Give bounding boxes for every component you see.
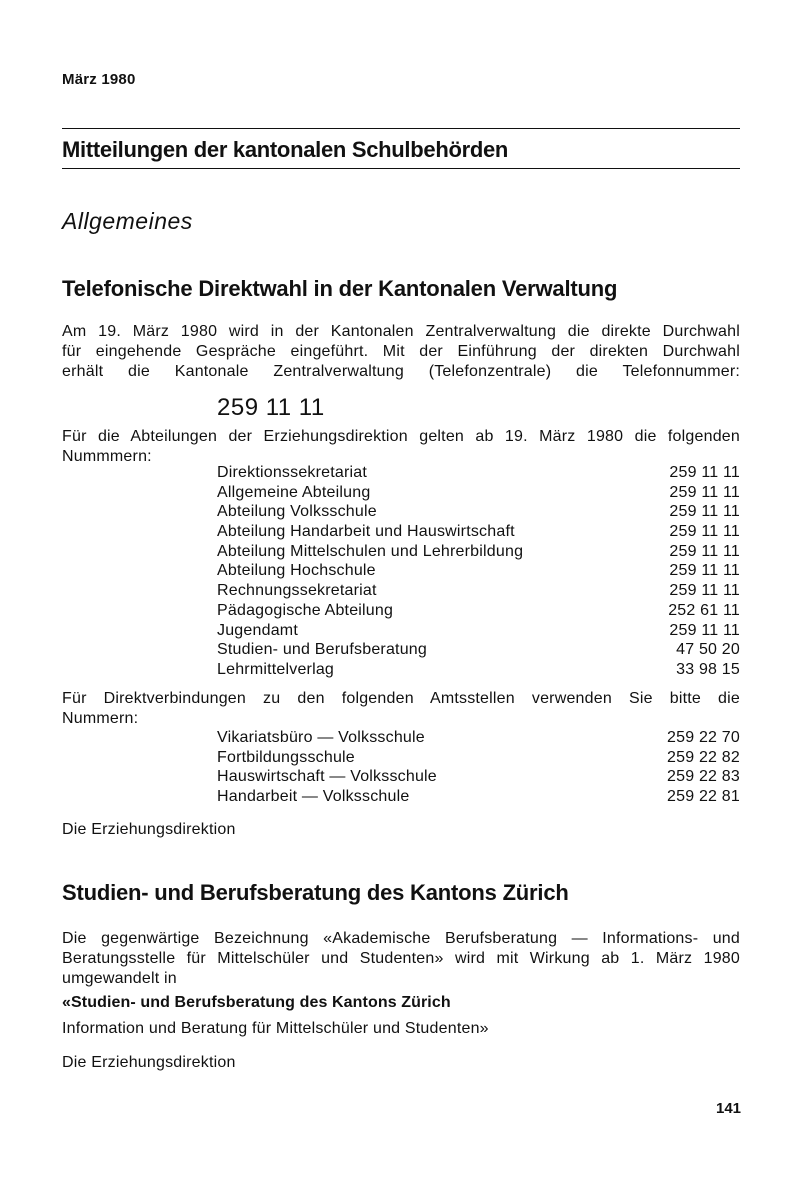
section-title: Mitteilungen der kantonalen Schulbehörden xyxy=(62,137,509,162)
article1-signature: Die Erziehungsdirektion xyxy=(62,821,236,838)
office-name: Hauswirtschaft — Volksschule xyxy=(217,768,437,786)
text-line: für eingehende Gespräche eingeführt. Mit der Einführung der direkten Durchwahl xyxy=(62,343,740,360)
phone-number: 259 22 83 xyxy=(667,768,740,786)
article1-title: Telefonische Direktwahl in der Kantonalen Verwaltung xyxy=(62,276,618,301)
office-name: Handarbeit — Volksschule xyxy=(217,788,410,806)
list-item xyxy=(217,640,740,660)
text-line: Für die Abteilungen der Erziehungsdirektion gelten ab 19. März 1980 die folgenden xyxy=(62,428,740,445)
department-name: Abteilung Volksschule xyxy=(217,503,377,521)
phone-number: 259 22 82 xyxy=(667,748,740,766)
department-name: Abteilung Mittelschulen und Lehrerbildung xyxy=(217,542,524,560)
list-item xyxy=(217,542,740,562)
department-name: Pädagogische Abteilung xyxy=(217,601,394,619)
text-line: Am 19. März 1980 wird in der Kantonalen Zentralverwaltung die direkte Durchwahl xyxy=(62,323,740,340)
list-item xyxy=(217,502,740,522)
list-item xyxy=(217,522,740,542)
list-item xyxy=(217,767,740,787)
phone-number: 259 11 11 xyxy=(669,582,740,600)
phone-number: 259 11 11 xyxy=(669,562,740,580)
department-name: Abteilung Handarbeit und Hauswirtschaft xyxy=(217,523,515,541)
phone-number: 259 11 11 xyxy=(669,523,740,541)
text-line: Beratungsstelle für Mittelschüler und Studenten» wird mit Wirkung ab 1. März 1980 xyxy=(62,950,740,967)
text-line: Die gegenwärtige Bezeichnung «Akademische Berufsberatung — Informations- und xyxy=(62,930,740,947)
phone-number: 259 11 11 xyxy=(669,483,740,501)
phone-number: 259 11 11 xyxy=(669,621,740,639)
list-item xyxy=(217,748,740,768)
top-rule xyxy=(62,128,740,129)
text-line: Nummmern: xyxy=(62,448,152,465)
central-phone-number: 259 11 11 xyxy=(217,394,325,421)
department-name: Jugendamt xyxy=(217,621,298,639)
direct-lines-list xyxy=(217,728,740,807)
phone-number: 259 22 70 xyxy=(667,729,740,746)
text-line: umgewandelt in xyxy=(62,970,177,987)
department-name: Studien- und Berufsberatung xyxy=(217,641,427,659)
new-name-subtitle: Information und Beratung für Mittelschüler und Studenten» xyxy=(62,1020,489,1037)
text-line: erhält die Kantonale Zentralverwaltung (Telefonzentrale) die Telefonnummer: xyxy=(62,363,740,380)
department-name: Allgemeine Abteilung xyxy=(217,483,371,501)
department-name: Rechnungssekretariat xyxy=(217,582,377,600)
list-item xyxy=(217,621,740,641)
article2-title: Studien- und Berufsberatung des Kantons Zürich xyxy=(62,880,569,905)
list-item xyxy=(217,463,740,483)
department-name: Direktionssekretariat xyxy=(217,464,368,481)
list-item xyxy=(217,483,740,503)
phone-number: 47 50 20 xyxy=(676,641,740,659)
subsection-heading: Allgemeines xyxy=(62,208,193,234)
direct-lines-intro xyxy=(62,689,740,729)
list-item xyxy=(217,660,740,680)
department-name: Lehrmittelverlag xyxy=(217,660,335,678)
new-name-heading: «Studien- und Berufsberatung des Kantons Zürich xyxy=(62,994,451,1011)
page-number: 141 xyxy=(716,1100,742,1117)
issue-date: März 1980 xyxy=(62,71,136,88)
list-item xyxy=(217,728,740,748)
bottom-rule xyxy=(62,168,740,169)
office-name: Vikariatsbüro — Volksschule xyxy=(217,729,425,746)
list-item xyxy=(217,787,740,807)
phone-number: 33 98 15 xyxy=(676,660,740,678)
phone-number: 259 11 11 xyxy=(669,542,740,560)
departments-list xyxy=(217,463,740,680)
phone-number: 259 11 11 xyxy=(669,464,740,481)
phone-number: 259 22 81 xyxy=(667,788,740,806)
text-line: Nummern: xyxy=(62,710,139,727)
list-item xyxy=(217,561,740,581)
department-name: Abteilung Hochschule xyxy=(217,562,376,580)
list-item xyxy=(217,601,740,621)
office-name: Fortbildungsschule xyxy=(217,748,355,766)
list-item xyxy=(217,581,740,601)
article2-body xyxy=(62,929,740,989)
phone-number: 259 11 11 xyxy=(669,503,740,521)
article1-intro xyxy=(62,322,740,382)
article2-signature: Die Erziehungsdirektion xyxy=(62,1054,236,1071)
departments-intro xyxy=(62,427,740,467)
phone-number: 252 61 11 xyxy=(668,601,740,619)
text-line: Für Direktverbindungen zu den folgenden Amtsstellen verwenden Sie bitte die xyxy=(62,690,740,707)
